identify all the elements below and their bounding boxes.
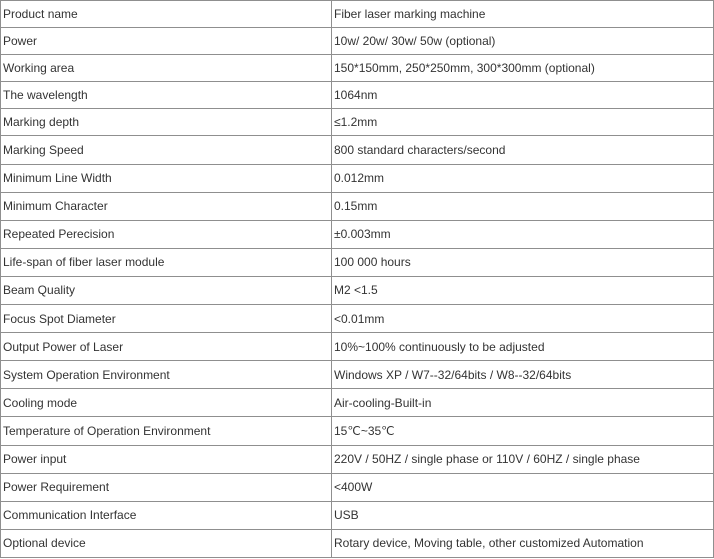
spec-label: Optional device <box>1 529 332 557</box>
spec-label: Working area <box>1 55 332 82</box>
spec-value: 220V / 50HZ / single phase or 110V / 60HZ / single phase <box>332 445 714 473</box>
table-row <box>1 248 714 276</box>
table-row <box>1 417 714 445</box>
spec-value: <400W <box>332 473 714 501</box>
spec-value: Air-cooling-Built-in <box>332 389 714 417</box>
spec-value: 10w/ 20w/ 30w/ 50w (optional) <box>332 28 714 55</box>
spec-value: 0.012mm <box>332 164 714 192</box>
table-row <box>1 28 714 55</box>
table-row <box>1 82 714 109</box>
spec-label: Power <box>1 28 332 55</box>
table-row <box>1 192 714 220</box>
spec-table-body <box>1 1 714 558</box>
spec-value: 0.15mm <box>332 192 714 220</box>
spec-label: Product name <box>1 1 332 28</box>
spec-value: 100 000 hours <box>332 248 714 276</box>
spec-label: Focus Spot Diameter <box>1 305 332 333</box>
spec-label: Minimum Character <box>1 192 332 220</box>
table-row <box>1 389 714 417</box>
spec-label: Life-span of fiber laser module <box>1 248 332 276</box>
spec-label: Communication Interface <box>1 501 332 529</box>
spec-label: System Operation Environment <box>1 361 332 389</box>
spec-label: Repeated Perecision <box>1 220 332 248</box>
spec-value: Windows XP / W7--32/64bits / W8--32/64bits <box>332 361 714 389</box>
table-row <box>1 109 714 136</box>
spec-label: Beam Quality <box>1 276 332 304</box>
spec-value: ≤1.2mm <box>332 109 714 136</box>
spec-label: Power Requirement <box>1 473 332 501</box>
table-row <box>1 220 714 248</box>
table-row <box>1 445 714 473</box>
spec-label: Minimum Line Width <box>1 164 332 192</box>
spec-value: 800 standard characters/second <box>332 136 714 164</box>
spec-value: Rotary device, Moving table, other customized Automation <box>332 529 714 557</box>
spec-value: 1064nm <box>332 82 714 109</box>
spec-value: 15℃~35℃ <box>332 417 714 445</box>
table-row <box>1 1 714 28</box>
spec-label: Power input <box>1 445 332 473</box>
spec-label: Temperature of Operation Environment <box>1 417 332 445</box>
table-row <box>1 55 714 82</box>
spec-label: Marking depth <box>1 109 332 136</box>
spec-value: ±0.003mm <box>332 220 714 248</box>
table-row <box>1 473 714 501</box>
spec-value: 10%~100% continuously to be adjusted <box>332 333 714 361</box>
spec-value: 150*150mm, 250*250mm, 300*300mm (optional) <box>332 55 714 82</box>
table-row <box>1 164 714 192</box>
spec-label: Cooling mode <box>1 389 332 417</box>
spec-value: Fiber laser marking machine <box>332 1 714 28</box>
spec-label: The wavelength <box>1 82 332 109</box>
table-row <box>1 333 714 361</box>
table-row <box>1 529 714 557</box>
table-row <box>1 501 714 529</box>
table-row <box>1 305 714 333</box>
table-row <box>1 361 714 389</box>
spec-value: M2 <1.5 <box>332 276 714 304</box>
spec-value: <0.01mm <box>332 305 714 333</box>
spec-value: USB <box>332 501 714 529</box>
table-row <box>1 276 714 304</box>
spec-label: Marking Speed <box>1 136 332 164</box>
table-row <box>1 136 714 164</box>
spec-label: Output Power of Laser <box>1 333 332 361</box>
